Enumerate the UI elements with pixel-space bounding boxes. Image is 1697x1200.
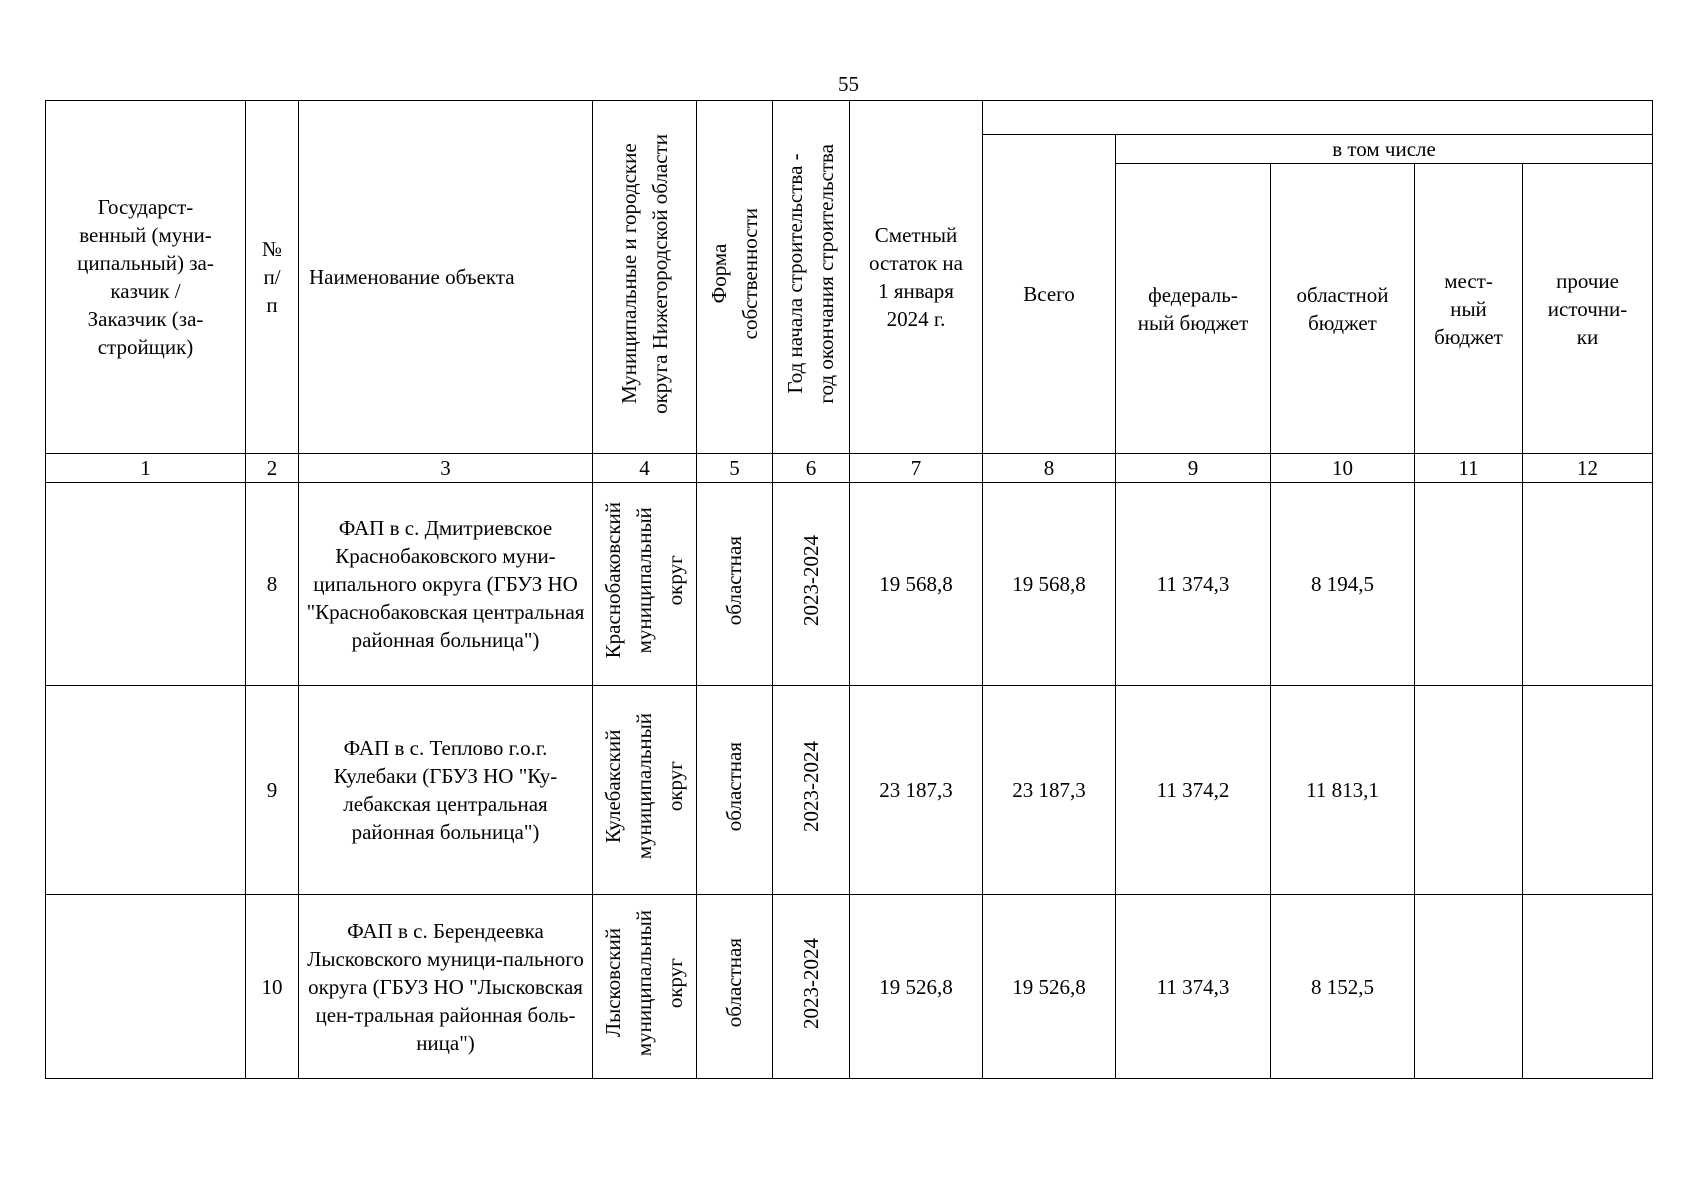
cell-federal: 11 374,3 xyxy=(1116,483,1271,686)
header-object-name: Наименование объекта xyxy=(299,101,593,454)
cell-years: 2023-2024 xyxy=(773,483,850,686)
cell-balance: 19 568,8 xyxy=(850,483,983,686)
cell-customer xyxy=(46,895,246,1079)
table-row xyxy=(46,895,1653,1079)
header-ownership: Форма собственности xyxy=(697,101,773,454)
cell-other xyxy=(1523,895,1653,1079)
cell-ownership: областная xyxy=(697,483,773,686)
cell-local xyxy=(1415,895,1523,1079)
column-number: 5 xyxy=(697,454,773,483)
cell-balance: 19 526,8 xyxy=(850,895,983,1079)
header-estimated-balance: Сметный остаток на 1 января 2024 г. xyxy=(850,101,983,454)
cell-federal: 11 374,2 xyxy=(1116,686,1271,895)
column-number: 2 xyxy=(246,454,299,483)
cell-regional: 8 194,5 xyxy=(1271,483,1415,686)
cell-local xyxy=(1415,483,1523,686)
cell-customer xyxy=(46,686,246,895)
table-row xyxy=(46,483,1653,686)
construction-objects-table xyxy=(45,100,1653,1079)
column-number: 8 xyxy=(983,454,1116,483)
column-number: 10 xyxy=(1271,454,1415,483)
cell-other xyxy=(1523,686,1653,895)
cell-number: 8 xyxy=(246,483,299,686)
column-number: 9 xyxy=(1116,454,1271,483)
cell-ownership: областная xyxy=(697,895,773,1079)
cell-customer xyxy=(46,483,246,686)
cell-federal: 11 374,3 xyxy=(1116,895,1271,1079)
cell-number: 9 xyxy=(246,686,299,895)
cell-local xyxy=(1415,686,1523,895)
header-district: Муниципальные и городские округа Нижегородской области xyxy=(593,101,697,454)
page-number: 55 xyxy=(838,72,859,96)
cell-balance: 23 187,3 xyxy=(850,686,983,895)
cell-district: Лысковский муниципальный округ xyxy=(593,895,697,1079)
cell-total: 19 568,8 xyxy=(983,483,1116,686)
cell-years: 2023-2024 xyxy=(773,686,850,895)
header-funding-group xyxy=(983,101,1653,135)
header-federal-budget: федераль- ный бюджет xyxy=(1116,164,1271,454)
header-regional-budget: областной бюджет xyxy=(1271,164,1415,454)
cell-total: 19 526,8 xyxy=(983,895,1116,1079)
column-number: 1 xyxy=(46,454,246,483)
column-number: 11 xyxy=(1415,454,1523,483)
cell-district: Краснобаковский муниципальный округ xyxy=(593,483,697,686)
cell-district: Кулебакский муниципальный округ xyxy=(593,686,697,895)
header-including: в том числе xyxy=(1116,135,1653,164)
cell-total: 23 187,3 xyxy=(983,686,1116,895)
column-number: 12 xyxy=(1523,454,1653,483)
cell-number: 10 xyxy=(246,895,299,1079)
header-total: Всего xyxy=(983,135,1116,454)
header-local-budget: мест- ный бюджет xyxy=(1415,164,1523,454)
column-numbers-row xyxy=(46,454,1653,483)
cell-object-name: ФАП в с. Теплово г.о.г. Кулебаки (ГБУЗ НО "Ку-лебакская центральная районная больница") xyxy=(299,686,593,895)
header-other-sources: прочие источни- ки xyxy=(1523,164,1653,454)
header-customer: Государст- венный (муни- ципальный) за- казчик / Заказчик (за- стройщик) xyxy=(46,101,246,454)
cell-ownership: областная xyxy=(697,686,773,895)
table-row xyxy=(46,686,1653,895)
cell-object-name: ФАП в с. Дмитриевское Краснобаковского муни-ципального округа (ГБУЗ НО "Краснобаковская центральная районная больница") xyxy=(299,483,593,686)
header-construction-years: Год начала строительства - год окончания строительства xyxy=(773,101,850,454)
header-row-number: № п/ п xyxy=(246,101,299,454)
cell-regional: 8 152,5 xyxy=(1271,895,1415,1079)
column-number: 3 xyxy=(299,454,593,483)
column-number: 7 xyxy=(850,454,983,483)
column-number: 4 xyxy=(593,454,697,483)
cell-object-name: ФАП в с. Берендеевка Лысковского муници-пального округа (ГБУЗ НО "Лысковская цен-тральная районная боль-ница") xyxy=(299,895,593,1079)
cell-years: 2023-2024 xyxy=(773,895,850,1079)
cell-regional: 11 813,1 xyxy=(1271,686,1415,895)
cell-other xyxy=(1523,483,1653,686)
column-number: 6 xyxy=(773,454,850,483)
